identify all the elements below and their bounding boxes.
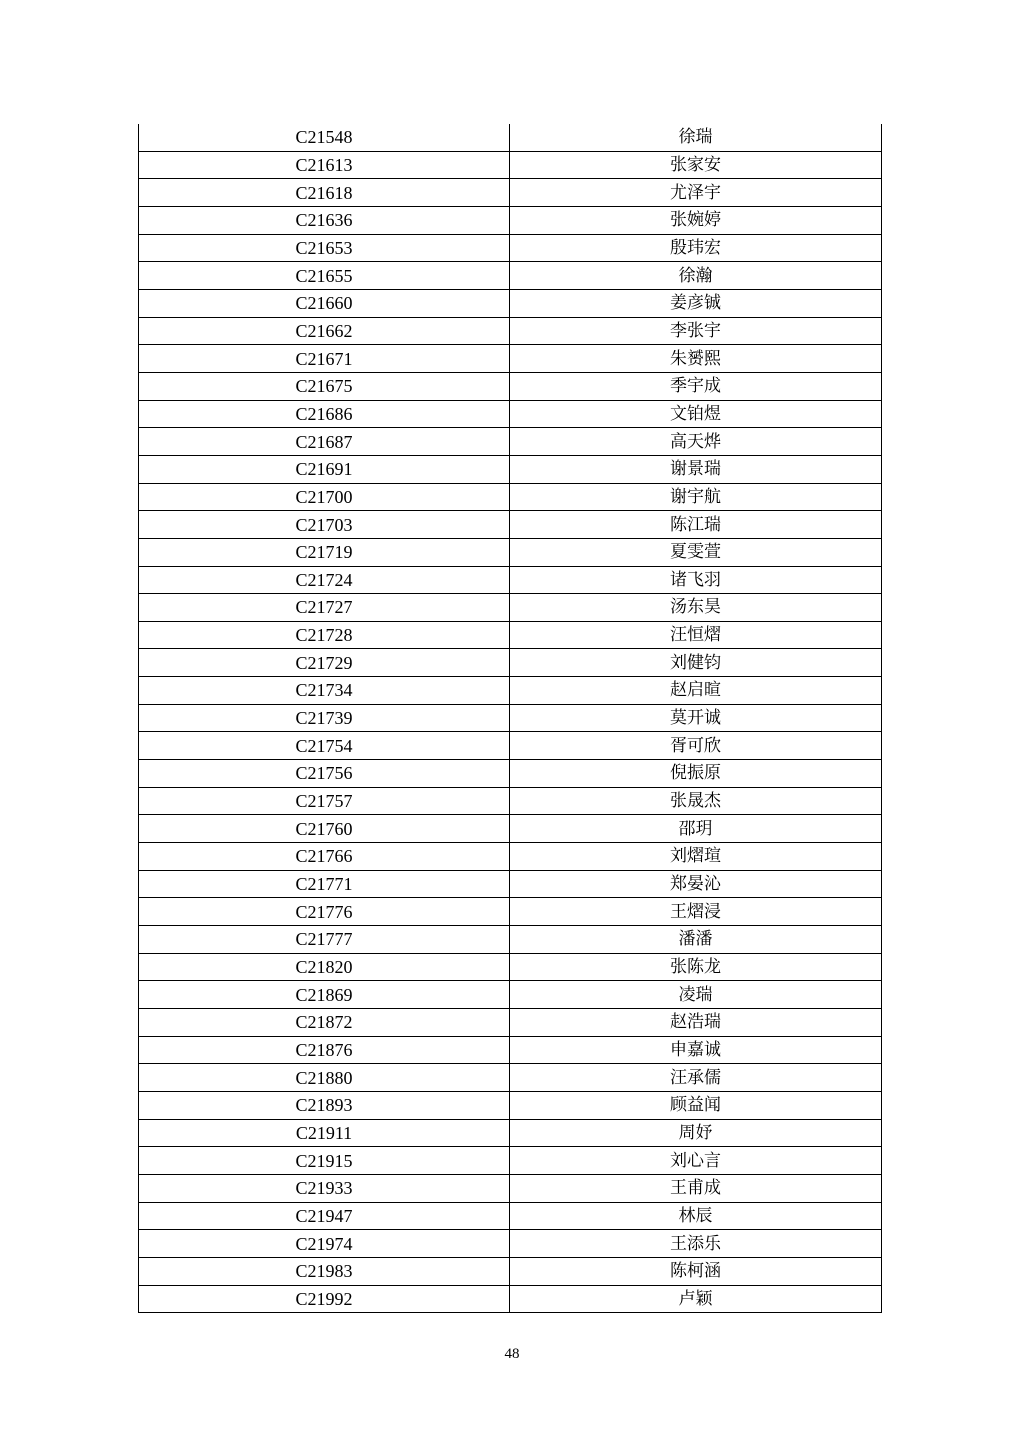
name-cell: 赵浩瑞 [510, 1009, 882, 1037]
table-row [139, 760, 882, 788]
name-cell: 陈江瑞 [510, 511, 882, 539]
id-cell: C21992 [139, 1285, 510, 1313]
table-row [139, 234, 882, 262]
table-row [139, 677, 882, 705]
id-cell: C21719 [139, 538, 510, 566]
id-cell: C21703 [139, 511, 510, 539]
table-row [139, 1285, 882, 1313]
id-cell: C21655 [139, 262, 510, 290]
id-cell: C21675 [139, 372, 510, 400]
name-cell: 文铂煜 [510, 400, 882, 428]
id-cell: C21872 [139, 1009, 510, 1037]
id-cell: C21756 [139, 760, 510, 788]
id-cell: C21618 [139, 179, 510, 207]
name-cell: 高天烨 [510, 428, 882, 456]
id-cell: C21876 [139, 1036, 510, 1064]
table-row [139, 732, 882, 760]
name-cell: 尤泽宇 [510, 179, 882, 207]
id-cell: C21727 [139, 594, 510, 622]
name-cell: 汤东昊 [510, 594, 882, 622]
table-row [139, 124, 882, 151]
name-cell: 邵玥 [510, 815, 882, 843]
table-row [139, 428, 882, 456]
table-row [139, 898, 882, 926]
table-row [139, 1202, 882, 1230]
table-row [139, 1119, 882, 1147]
page-number: 48 [504, 1346, 520, 1362]
id-cell: C21636 [139, 206, 510, 234]
id-cell: C21983 [139, 1257, 510, 1285]
id-cell: C21911 [139, 1119, 510, 1147]
name-cell: 莫开诚 [510, 704, 882, 732]
name-cell: 王熠浸 [510, 898, 882, 926]
name-cell: 倪振原 [510, 760, 882, 788]
name-cell: 王添乐 [510, 1230, 882, 1258]
table-row [139, 455, 882, 483]
table-row [139, 400, 882, 428]
table-row [139, 151, 882, 179]
table-row [139, 787, 882, 815]
id-cell: C21700 [139, 483, 510, 511]
table-row [139, 594, 882, 622]
table-row [139, 815, 882, 843]
id-cell: C21686 [139, 400, 510, 428]
table-row [139, 483, 882, 511]
table-row [139, 621, 882, 649]
table-row [139, 926, 882, 954]
id-cell: C21724 [139, 566, 510, 594]
name-cell: 林辰 [510, 1202, 882, 1230]
name-cell: 朱赟熙 [510, 345, 882, 373]
table-row [139, 1009, 882, 1037]
name-cell: 顾益闻 [510, 1091, 882, 1119]
name-cell: 张家安 [510, 151, 882, 179]
name-cell: 陈柯涵 [510, 1257, 882, 1285]
name-cell: 季宇成 [510, 372, 882, 400]
table-row [139, 704, 882, 732]
name-cell: 胥可欣 [510, 732, 882, 760]
name-cell: 卢颖 [510, 1285, 882, 1313]
id-cell: C21671 [139, 345, 510, 373]
name-cell: 谢宇航 [510, 483, 882, 511]
table-row [139, 1091, 882, 1119]
name-cell: 殷玮宏 [510, 234, 882, 262]
name-cell: 李张宇 [510, 317, 882, 345]
id-cell: C21880 [139, 1064, 510, 1092]
table-row [139, 511, 882, 539]
id-cell: C21734 [139, 677, 510, 705]
name-cell: 张晟杰 [510, 787, 882, 815]
table-row [139, 538, 882, 566]
id-cell: C21662 [139, 317, 510, 345]
name-cell: 张陈龙 [510, 953, 882, 981]
name-cell: 姜彦铖 [510, 289, 882, 317]
name-cell: 赵启暄 [510, 677, 882, 705]
id-cell: C21691 [139, 455, 510, 483]
table-row [139, 1230, 882, 1258]
name-cell: 王甫成 [510, 1174, 882, 1202]
table-row [139, 1036, 882, 1064]
id-cell: C21687 [139, 428, 510, 456]
id-cell: C21548 [139, 124, 510, 151]
id-cell: C21933 [139, 1174, 510, 1202]
table-row [139, 1147, 882, 1175]
table-row [139, 1174, 882, 1202]
id-cell: C21739 [139, 704, 510, 732]
name-cell: 诸飞羽 [510, 566, 882, 594]
roster-table [138, 124, 882, 1313]
table-row [139, 262, 882, 290]
name-cell: 凌瑞 [510, 981, 882, 1009]
id-cell: C21754 [139, 732, 510, 760]
id-cell: C21653 [139, 234, 510, 262]
name-cell: 汪承儒 [510, 1064, 882, 1092]
name-cell: 汪恒熠 [510, 621, 882, 649]
id-cell: C21820 [139, 953, 510, 981]
table-row [139, 843, 882, 871]
name-cell: 徐瑞 [510, 124, 882, 151]
roster-table-body [139, 124, 882, 1313]
name-cell: 潘潘 [510, 926, 882, 954]
id-cell: C21771 [139, 870, 510, 898]
name-cell: 郑晏沁 [510, 870, 882, 898]
table-row [139, 981, 882, 1009]
name-cell: 刘心言 [510, 1147, 882, 1175]
name-cell: 夏雯萱 [510, 538, 882, 566]
name-cell: 张婉婷 [510, 206, 882, 234]
id-cell: C21893 [139, 1091, 510, 1119]
name-cell: 谢景瑞 [510, 455, 882, 483]
table-row [139, 649, 882, 677]
id-cell: C21760 [139, 815, 510, 843]
id-cell: C21915 [139, 1147, 510, 1175]
id-cell: C21729 [139, 649, 510, 677]
table-row [139, 289, 882, 317]
id-cell: C21766 [139, 843, 510, 871]
table-row [139, 345, 882, 373]
table-row [139, 179, 882, 207]
id-cell: C21757 [139, 787, 510, 815]
id-cell: C21869 [139, 981, 510, 1009]
id-cell: C21947 [139, 1202, 510, 1230]
table-row [139, 206, 882, 234]
table-row [139, 1257, 882, 1285]
id-cell: C21660 [139, 289, 510, 317]
id-cell: C21728 [139, 621, 510, 649]
name-cell: 刘熠瑄 [510, 843, 882, 871]
id-cell: C21613 [139, 151, 510, 179]
table-row [139, 870, 882, 898]
id-cell: C21777 [139, 926, 510, 954]
table-row [139, 953, 882, 981]
table-row [139, 566, 882, 594]
id-cell: C21974 [139, 1230, 510, 1258]
name-cell: 徐瀚 [510, 262, 882, 290]
table-row [139, 317, 882, 345]
name-cell: 周妤 [510, 1119, 882, 1147]
table-row [139, 1064, 882, 1092]
name-cell: 刘健钧 [510, 649, 882, 677]
id-cell: C21776 [139, 898, 510, 926]
name-cell: 申嘉诚 [510, 1036, 882, 1064]
table-row [139, 372, 882, 400]
